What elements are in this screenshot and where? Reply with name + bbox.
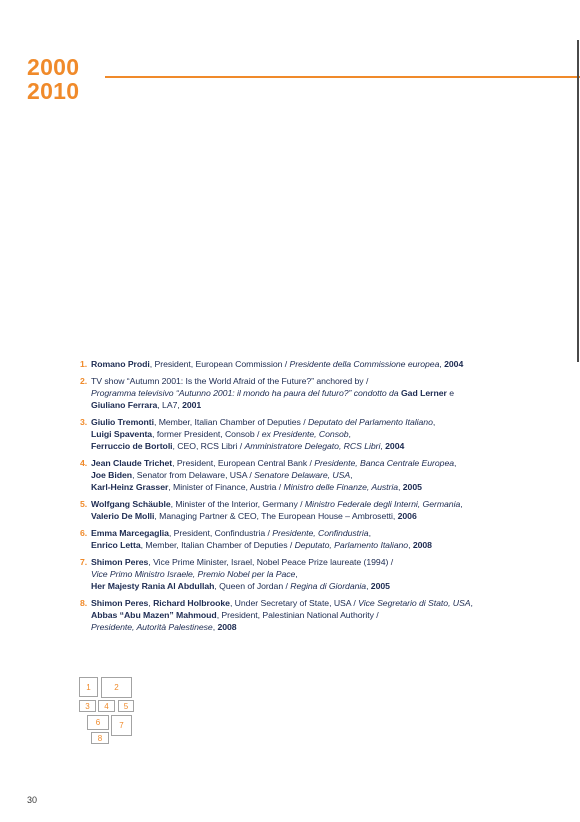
person-name: Her Majesty Rania Al Abdullah bbox=[91, 581, 215, 591]
person-name: Wolfgang Schäuble bbox=[91, 499, 171, 509]
italian-translation: Vice Primo Ministro Israele, Premio Nobel per la Pace bbox=[91, 569, 296, 579]
person-name: Gad Lerner bbox=[400, 388, 447, 398]
person-name: Enrico Letta bbox=[91, 540, 141, 550]
caption-item bbox=[80, 457, 473, 493]
caption-number: 5. bbox=[80, 499, 88, 509]
italian-translation: Presidente della Commissione europea bbox=[289, 359, 440, 369]
italian-translation: Ministro delle Finanze, Austria bbox=[283, 482, 399, 492]
italian-translation: Senatore Delaware, USA bbox=[254, 470, 351, 480]
caption-line bbox=[91, 481, 473, 493]
caption-line bbox=[91, 580, 473, 592]
caption-year: 2005 bbox=[370, 581, 390, 591]
caption-year: 2001 bbox=[182, 400, 202, 410]
caption-text: , former President, Consob / bbox=[152, 429, 262, 439]
year-range bbox=[27, 55, 79, 103]
person-name: Richard Holbrooke bbox=[153, 598, 230, 608]
caption-text: , President, European Commission / bbox=[149, 359, 290, 369]
caption-text: , bbox=[148, 598, 154, 608]
italian-translation: Presidente, Confindustria bbox=[272, 528, 369, 538]
caption-line bbox=[91, 597, 473, 609]
caption-item bbox=[80, 597, 473, 633]
caption-text: , bbox=[470, 598, 473, 608]
caption-text: , bbox=[460, 499, 463, 509]
person-name: Ferruccio de Bortoli bbox=[91, 441, 173, 451]
caption-line bbox=[91, 621, 473, 633]
caption-text: , bbox=[439, 359, 445, 369]
legend-label: 2 bbox=[114, 683, 119, 692]
caption-number: 7. bbox=[80, 557, 88, 567]
caption-text: e bbox=[446, 388, 454, 398]
page-edge-line bbox=[577, 40, 579, 362]
caption-text: , bbox=[408, 540, 413, 550]
legend-box-7 bbox=[111, 715, 132, 736]
caption-item bbox=[80, 556, 473, 592]
caption-number: 2. bbox=[80, 376, 88, 386]
caption-text: , Managing Partner & CEO, The European House – Ambrosetti, bbox=[154, 511, 398, 521]
caption-text: , Minister of Finance, Austria / bbox=[168, 482, 284, 492]
caption-item bbox=[80, 498, 473, 522]
caption-text: , Vice Prime Minister, Israel, Nobel Peace Prize laureate (1994) / bbox=[148, 557, 394, 567]
caption-item bbox=[80, 416, 473, 452]
italian-translation: Programma televisivo “Autunno 2001: il mondo ha paura del futuro?” condotto da bbox=[91, 388, 399, 398]
caption-text: , Minister of the Interior, Germany / bbox=[170, 499, 305, 509]
legend-box-1 bbox=[79, 677, 98, 697]
caption-item bbox=[80, 375, 473, 411]
caption-number: 8. bbox=[80, 598, 88, 608]
caption-year: 2008 bbox=[217, 622, 237, 632]
caption-text: , bbox=[368, 528, 371, 538]
caption-text: , bbox=[350, 470, 353, 480]
caption-item bbox=[80, 527, 473, 551]
person-name: Emma Marcegaglia bbox=[91, 528, 169, 538]
legend-label: 1 bbox=[86, 682, 91, 692]
caption-text: , President, Palestinian National Authority / bbox=[216, 610, 379, 620]
person-name: Romano Prodi bbox=[91, 359, 150, 369]
caption-number: 3. bbox=[80, 417, 88, 427]
caption-text: , CEO, RCS Libri / bbox=[172, 441, 245, 451]
italian-translation: Presidente, Banca Centrale Europea bbox=[314, 458, 455, 468]
caption-line bbox=[91, 440, 473, 452]
caption-text: , Member, Italian Chamber of Deputies / bbox=[140, 540, 295, 550]
italian-translation: Regina di Giordania bbox=[290, 581, 367, 591]
legend-box-2 bbox=[101, 677, 132, 698]
caption-text: , bbox=[348, 429, 351, 439]
header-divider-line bbox=[105, 76, 580, 78]
legend-label: 6 bbox=[95, 718, 101, 727]
person-name: Giuliano Ferrara bbox=[91, 400, 158, 410]
italian-translation: Ministro Federale degli Interni, Germania bbox=[304, 499, 461, 509]
legend-label: 8 bbox=[97, 733, 103, 743]
caption-line bbox=[91, 358, 473, 370]
year-range-end: 2010 bbox=[27, 78, 80, 104]
caption-text: , Under Secretary of State, USA / bbox=[229, 598, 359, 608]
person-name: Giulio Tremonti bbox=[91, 417, 154, 427]
italian-translation: Deputato, Parlamento Italiano bbox=[294, 540, 409, 550]
person-name: Karl-Heinz Grasser bbox=[91, 482, 169, 492]
caption-year: 2004 bbox=[444, 359, 464, 369]
caption-line bbox=[91, 375, 473, 387]
caption-text: , President, European Central Bank / bbox=[172, 458, 315, 468]
caption-text: , President, Confindustria / bbox=[168, 528, 273, 538]
caption-line bbox=[91, 399, 473, 411]
caption-year: 2004 bbox=[385, 441, 405, 451]
legend-box-6 bbox=[87, 715, 109, 730]
legend-label: 7 bbox=[119, 721, 124, 730]
caption-text: , bbox=[398, 482, 403, 492]
legend-box-4 bbox=[98, 700, 115, 712]
caption-line bbox=[91, 457, 473, 469]
caption-line bbox=[91, 498, 473, 510]
person-name: Shimon Peres bbox=[91, 598, 149, 608]
person-name: Shimon Peres bbox=[91, 557, 149, 567]
caption-text: TV show “Autumn 2001: Is the World Afraid of the Future?” anchored by / bbox=[91, 376, 369, 386]
caption-number: 6. bbox=[80, 528, 88, 538]
italian-translation: Amministratore Delegato, RCS Libri bbox=[244, 441, 381, 451]
caption-line bbox=[91, 527, 473, 539]
page-number: 30 bbox=[27, 795, 38, 805]
person-name: Joe Biden bbox=[91, 470, 133, 480]
caption-text: , bbox=[454, 458, 457, 468]
caption-number: 4. bbox=[80, 458, 88, 468]
italian-translation: Presidente, Autorità Palestinese bbox=[91, 622, 213, 632]
person-name: Valerio De Molli bbox=[91, 511, 155, 521]
legend-label: 3 bbox=[85, 701, 90, 711]
caption-list bbox=[80, 358, 473, 638]
caption-text: , bbox=[295, 569, 298, 579]
legend-box-8 bbox=[91, 732, 109, 744]
legend-box-3 bbox=[79, 700, 96, 712]
caption-item bbox=[80, 358, 473, 370]
caption-text: , bbox=[380, 441, 386, 451]
caption-year: 2005 bbox=[402, 482, 422, 492]
legend-label: 5 bbox=[123, 701, 129, 711]
caption-line bbox=[91, 387, 473, 399]
caption-text: , Senator from Delaware, USA / bbox=[132, 470, 255, 480]
person-name: Jean Claude Trichet bbox=[91, 458, 173, 468]
caption-text: , Member, Italian Chamber of Deputies / bbox=[153, 417, 308, 427]
caption-line bbox=[91, 568, 473, 580]
legend-label: 4 bbox=[104, 701, 109, 711]
caption-line bbox=[91, 469, 473, 481]
caption-number: 1. bbox=[80, 359, 88, 369]
caption-line bbox=[91, 510, 473, 522]
caption-text: , bbox=[212, 622, 218, 632]
year-range-start: 2000 bbox=[27, 54, 80, 80]
caption-year: 2008 bbox=[412, 540, 432, 550]
caption-line bbox=[91, 416, 473, 428]
caption-line bbox=[91, 556, 473, 568]
italian-translation: Vice Segretario di Stato, USA bbox=[358, 598, 471, 608]
caption-text: , Queen of Jordan / bbox=[214, 581, 291, 591]
caption-line bbox=[91, 428, 473, 440]
caption-text: , bbox=[432, 417, 436, 427]
caption-text: , LA7, bbox=[157, 400, 183, 410]
person-name: Luigi Spaventa bbox=[91, 429, 153, 439]
italian-translation: ex Presidente, Consob bbox=[261, 429, 349, 439]
caption-year: 2006 bbox=[397, 511, 417, 521]
legend-box-5 bbox=[118, 700, 134, 712]
person-name: Abbas “Abu Mazen” Mahmoud bbox=[91, 610, 217, 620]
caption-text: , bbox=[366, 581, 371, 591]
caption-line bbox=[91, 609, 473, 621]
caption-line bbox=[91, 539, 473, 551]
italian-translation: Deputato del Parlamento Italiano bbox=[307, 417, 433, 427]
